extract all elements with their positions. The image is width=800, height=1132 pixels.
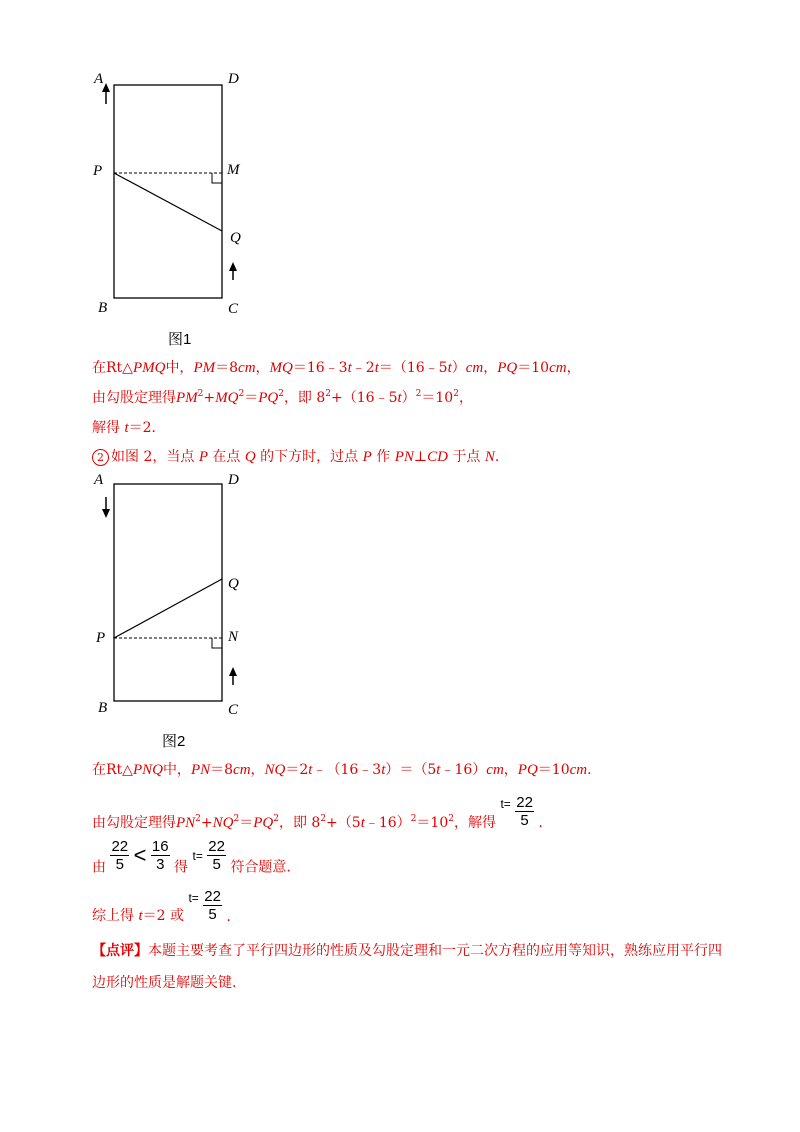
figure-caption: 图2	[162, 733, 186, 750]
label-d: D	[228, 472, 239, 488]
label-p: P	[96, 630, 106, 646]
figure-1	[90, 70, 260, 350]
fraction-22-5: $\frac{22}{5}$	[516, 793, 533, 829]
rectangle-abcd	[114, 484, 222, 701]
text-line-10: 边形的性质是解题关键.	[92, 975, 237, 991]
circled-number: 2	[92, 449, 109, 466]
comment-bracket: 【点评】	[92, 943, 148, 959]
arrow-up-icon	[229, 262, 237, 280]
text-line-6: 由勾股定理得$PN^2+NQ^2=PQ^2$，即 $8^2+(5t﹣16)^2=10^2$，解得 t= $\frac{22}{5}$ .	[92, 793, 543, 831]
text-line-2: 由勾股定理得$PM^2+MQ^2=PQ^2$，即 $8^2+(16﹣5t)^2=10^2$，	[92, 389, 473, 406]
label-d: D	[228, 71, 239, 87]
t-equals: t=	[192, 848, 203, 863]
segment-pq	[114, 579, 222, 638]
figure-2	[90, 472, 260, 752]
text-line-1: 在Rt△PMQ中，PM＝8cm，MQ＝16﹣3t﹣2t＝（16﹣5t）cm，PQ＝10cm，	[92, 360, 581, 376]
arrow-up-icon	[102, 83, 110, 104]
t-equals: t=	[188, 891, 199, 905]
label-q: Q	[228, 576, 239, 592]
segment-pq	[114, 173, 222, 231]
text-line-8: 综上得 t＝2 或 t= $\frac{22}{5}$ .	[92, 887, 231, 925]
text-line-9: 【点评】本题主要考查了平行四边形的性质及勾股定理和一元二次方程的应用等知识，熟练应用平行四	[92, 943, 722, 959]
label-a: A	[94, 71, 104, 87]
right-angle-mark	[212, 638, 222, 648]
text-line-4: 2 如图 2，当点 P 在点 Q 的下方时，过点 P 作 PN⊥CD 于点 N.	[92, 446, 499, 466]
figure-1-drawing	[90, 70, 260, 320]
label-p: P	[93, 163, 103, 179]
label-b: B	[98, 300, 108, 316]
text-line-5: 在Rt△PNQ中，PN＝8cm，NQ＝2t﹣（16﹣3t）＝（5t﹣16）cm，PQ＝10cm.	[92, 762, 592, 778]
label-b: B	[98, 700, 108, 716]
figure-2-drawing	[90, 472, 260, 722]
t-equals: t=	[500, 797, 511, 811]
fraction-22-5: $\frac{22}{5}$	[204, 887, 221, 923]
label-q: Q	[230, 230, 241, 246]
arrow-down-icon	[102, 497, 110, 518]
figure-caption: 图1	[168, 331, 192, 348]
fraction-16-3: $\frac{16}{3}$	[151, 838, 169, 873]
label-n: N	[228, 629, 239, 645]
fraction-22-5: $\frac{22}{5}$	[208, 838, 225, 873]
text-line-3: 解得 t＝2．	[92, 420, 166, 436]
label-c: C	[228, 702, 239, 718]
fraction-22-5: $\frac{22}{5}$	[111, 838, 129, 873]
label-c: C	[228, 301, 239, 317]
right-angle-mark	[212, 173, 222, 183]
arrow-up-icon	[229, 667, 237, 685]
text-line-7: 由 $\frac{22}{5}$ < $\frac{16}{3}$ 得 t= $\frac{22}{5}$ 符合题意.	[92, 838, 291, 876]
label-m: M	[227, 162, 240, 178]
rectangle-abcd	[114, 85, 222, 298]
label-a: A	[94, 472, 104, 488]
